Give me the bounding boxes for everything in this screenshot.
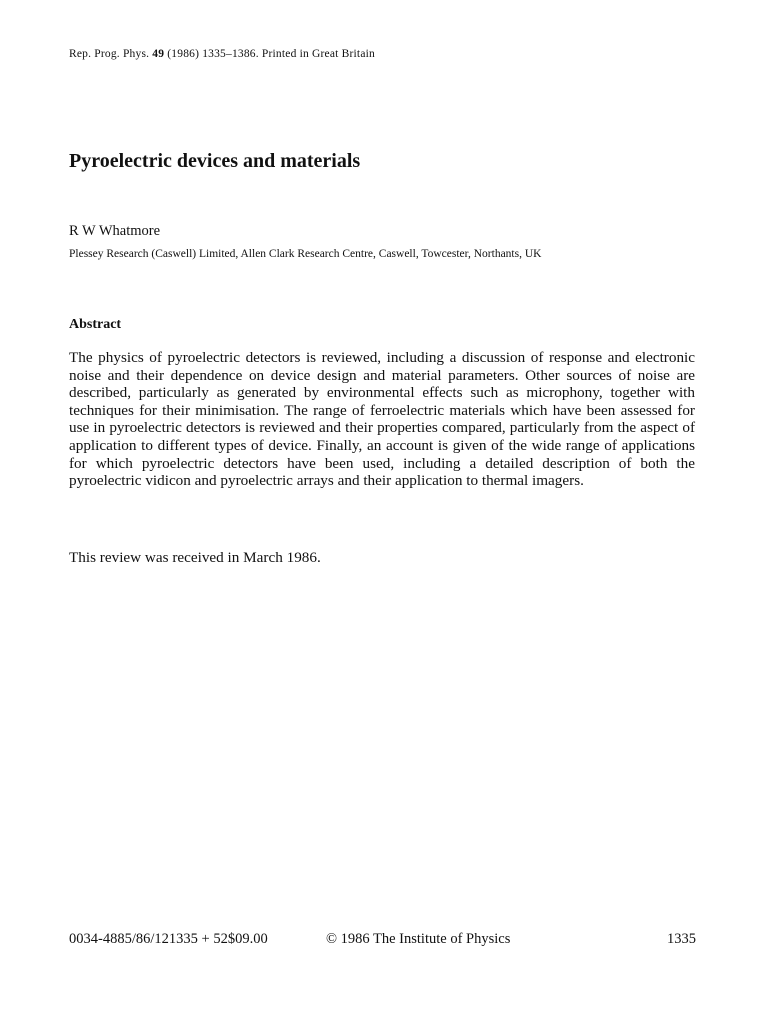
received-note: This review was received in March 1986. bbox=[69, 549, 321, 566]
article-title: Pyroelectric devices and materials bbox=[69, 150, 361, 172]
journal-name: Rep. Prog. Phys. bbox=[69, 48, 150, 60]
journal-volume: 49 bbox=[152, 48, 165, 60]
abstract-body: The physics of pyroelectric detectors is reviewed, including a discussion of response and electronic noise and their dependence on device design and material parameters. Other sources of noise are described, particularly as generated by environmental effects such as microphony, together with techniques for their minimisation. The range of ferroelectric materials which have been assessed for use in pyroelectric detectors is reviewed and their properties compared, particularly from the aspect of application to different types of device. Finally, an account is given of the wide range of applications for which pyroelectric detectors have been used, including a detailed description of both the pyroelectric vidicon and pyroelectric arrays and their application to thermal imagers. bbox=[69, 349, 695, 490]
journal-reference bbox=[69, 48, 375, 60]
article-author: R W Whatmore bbox=[69, 223, 161, 239]
footer-copyright: © 1986 The Institute of Physics bbox=[326, 931, 511, 947]
journal-details: (1986) 1335–1386. Printed in Great Britain bbox=[167, 48, 375, 60]
author-affiliation: Plessey Research (Caswell) Limited, Allen Clark Research Centre, Caswell, Towcester, Northants, UK bbox=[69, 248, 542, 260]
footer-issn-code: 0034-4885/86/121335 + 52$09.00 bbox=[69, 931, 268, 947]
abstract-heading: Abstract bbox=[69, 317, 122, 332]
page-number: 1335 bbox=[667, 931, 696, 947]
